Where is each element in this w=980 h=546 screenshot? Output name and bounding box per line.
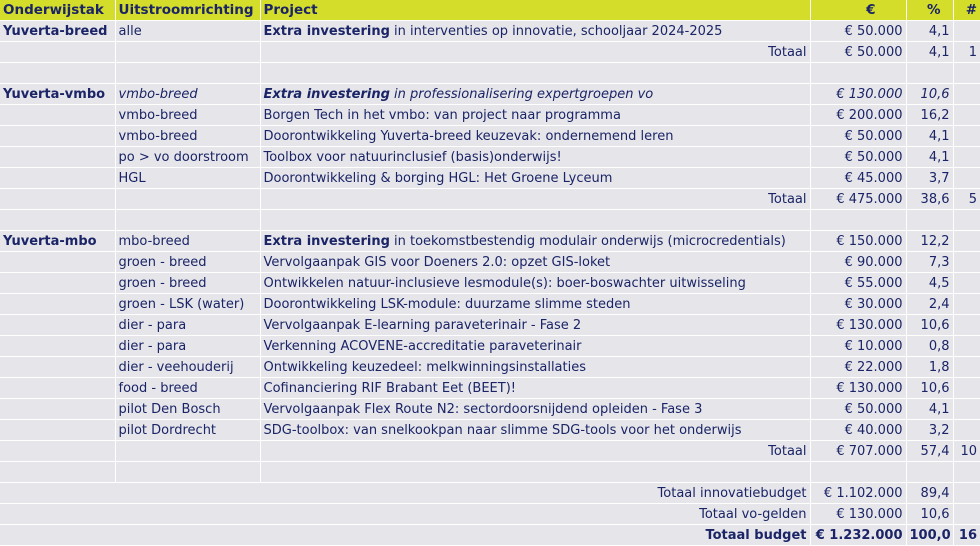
summary-label: Totaal innovatiebudget xyxy=(0,483,810,504)
count-cell xyxy=(953,147,980,168)
count-cell xyxy=(953,420,980,441)
section-total-row xyxy=(0,42,980,63)
count-cell xyxy=(953,231,980,252)
project-text: Verkenning ACOVENE-accreditatie paraveterinair xyxy=(263,338,582,354)
uitstroomrichting-cell: groen - breed xyxy=(115,273,260,294)
project-text: Doorontwikkeling Yuverta-breed keuzevak: ondernemend leren xyxy=(263,128,674,144)
count-cell xyxy=(953,252,980,273)
uitstroomrichting-cell: vmbo-breed xyxy=(115,126,260,147)
uitstroomrichting-cell: HGL xyxy=(115,168,260,189)
table-row xyxy=(0,231,980,252)
table-row xyxy=(0,357,980,378)
onderwijstak-cell xyxy=(0,273,115,294)
empty-cell xyxy=(810,210,906,231)
total-percent: 4,1 xyxy=(906,42,953,63)
count-cell xyxy=(953,357,980,378)
amount-cell: € 50.000 xyxy=(810,21,906,42)
onderwijstak-cell xyxy=(0,105,115,126)
amount-cell: € 50.000 xyxy=(810,147,906,168)
percent-cell: 4,5 xyxy=(906,273,953,294)
amount-cell: € 40.000 xyxy=(810,420,906,441)
count-cell xyxy=(953,84,980,105)
percent-cell: 0,8 xyxy=(906,336,953,357)
uitstroomrichting-cell: dier - para xyxy=(115,336,260,357)
amount-cell: € 130.000 xyxy=(810,378,906,399)
count-cell xyxy=(953,399,980,420)
empty-cell xyxy=(0,42,115,63)
percent-cell: 7,3 xyxy=(906,252,953,273)
section-total-row xyxy=(0,189,980,210)
project-cell xyxy=(260,105,810,126)
header-count: # xyxy=(953,0,980,21)
project-text: Ontwikkeling keuzedeel: melkwinningsinstallaties xyxy=(263,359,587,375)
project-highlight: Extra investering xyxy=(263,23,390,39)
onderwijstak-cell xyxy=(0,252,115,273)
project-text: Ontwikkelen natuur-inclusieve lesmodule(s): boer-boswachter uitwisseling xyxy=(263,275,746,291)
empty-cell xyxy=(260,210,810,231)
empty-cell xyxy=(0,63,115,84)
total-label: Totaal xyxy=(260,189,810,210)
empty-cell xyxy=(115,42,260,63)
onderwijstak-cell: Yuverta-breed xyxy=(0,21,115,42)
empty-cell xyxy=(0,441,115,462)
empty-cell xyxy=(115,441,260,462)
table-row xyxy=(0,84,980,105)
empty-cell xyxy=(0,189,115,210)
uitstroomrichting-cell: food - breed xyxy=(115,378,260,399)
project-text: in professionalisering expertgroepen vo xyxy=(389,86,654,102)
total-percent: 57,4 xyxy=(906,441,953,462)
table-row xyxy=(0,420,980,441)
count-cell xyxy=(953,336,980,357)
total-count: 1 xyxy=(953,42,980,63)
amount-cell: € 130.000 xyxy=(810,84,906,105)
summary-row xyxy=(0,504,980,525)
table-row xyxy=(0,336,980,357)
total-amount: € 50.000 xyxy=(810,42,906,63)
empty-cell xyxy=(115,462,260,483)
project-text: Doorontwikkeling LSK-module: duurzame slimme steden xyxy=(263,296,631,312)
onderwijstak-cell xyxy=(0,420,115,441)
percent-cell: 4,1 xyxy=(906,21,953,42)
project-text: Vervolgaanpak E-learning paraveterinair - Fase 2 xyxy=(263,317,582,333)
uitstroomrichting-cell: dier - veehouderij xyxy=(115,357,260,378)
percent-cell: 3,7 xyxy=(906,168,953,189)
section-total-row xyxy=(0,441,980,462)
onderwijstak-cell: Yuverta-vmbo xyxy=(0,84,115,105)
percent-cell: 3,2 xyxy=(906,420,953,441)
project-highlight: Extra investering xyxy=(263,233,390,249)
empty-cell xyxy=(906,462,953,483)
summary-label: Totaal vo-gelden xyxy=(0,504,810,525)
total-count: 5 xyxy=(953,189,980,210)
uitstroomrichting-cell: groen - LSK (water) xyxy=(115,294,260,315)
amount-cell: € 55.000 xyxy=(810,273,906,294)
empty-cell xyxy=(810,63,906,84)
project-cell xyxy=(260,231,810,252)
project-text: SDG-toolbox: van snelkookpan naar slimme SDG-tools voor het onderwijs xyxy=(263,422,742,438)
uitstroomrichting-cell: groen - breed xyxy=(115,252,260,273)
amount-cell: € 90.000 xyxy=(810,252,906,273)
uitstroomrichting-cell: vmbo-breed xyxy=(115,84,260,105)
empty-cell xyxy=(260,462,810,483)
spacer-row xyxy=(0,462,980,483)
empty-cell xyxy=(115,63,260,84)
total-count: 10 xyxy=(953,441,980,462)
amount-cell: € 50.000 xyxy=(810,399,906,420)
header-percent: % xyxy=(906,0,953,21)
percent-cell: 12,2 xyxy=(906,231,953,252)
percent-cell: 4,1 xyxy=(906,126,953,147)
onderwijstak-cell xyxy=(0,315,115,336)
project-text: Borgen Tech in het vmbo: van project naar programma xyxy=(263,107,621,123)
project-text: Toolbox voor natuurinclusief (basis)onderwijs! xyxy=(263,149,562,165)
summary-count xyxy=(953,504,980,525)
project-text: Cofinanciering RIF Brabant Eet (BEET)! xyxy=(263,380,516,396)
table-row xyxy=(0,21,980,42)
empty-cell xyxy=(810,462,906,483)
onderwijstak-cell xyxy=(0,378,115,399)
total-label: Totaal xyxy=(260,42,810,63)
amount-cell: € 45.000 xyxy=(810,168,906,189)
amount-cell: € 130.000 xyxy=(810,315,906,336)
percent-cell: 4,1 xyxy=(906,399,953,420)
amount-cell: € 200.000 xyxy=(810,105,906,126)
onderwijstak-cell xyxy=(0,357,115,378)
table-row xyxy=(0,147,980,168)
project-cell xyxy=(260,357,810,378)
uitstroomrichting-cell: mbo-breed xyxy=(115,231,260,252)
project-text: in interventies op innovatie, schooljaar 2024-2025 xyxy=(389,23,723,39)
project-cell xyxy=(260,420,810,441)
table-row xyxy=(0,105,980,126)
amount-cell: € 150.000 xyxy=(810,231,906,252)
total-percent: 38,6 xyxy=(906,189,953,210)
empty-cell xyxy=(953,462,980,483)
project-cell xyxy=(260,126,810,147)
project-cell xyxy=(260,315,810,336)
empty-cell xyxy=(953,210,980,231)
table-row xyxy=(0,273,980,294)
project-cell xyxy=(260,378,810,399)
percent-cell: 4,1 xyxy=(906,147,953,168)
summary-amount: € 1.232.000 xyxy=(810,525,906,546)
percent-cell: 2,4 xyxy=(906,294,953,315)
project-highlight: Extra investering xyxy=(263,86,390,102)
header-onderwijstak: Onderwijstak xyxy=(0,0,115,21)
summary-percent: 10,6 xyxy=(906,504,953,525)
table-row xyxy=(0,399,980,420)
project-text: Vervolgaanpak Flex Route N2: sectordoorsnijdend opleiden - Fase 3 xyxy=(263,401,703,417)
empty-cell xyxy=(0,462,115,483)
count-cell xyxy=(953,378,980,399)
percent-cell: 16,2 xyxy=(906,105,953,126)
project-cell xyxy=(260,336,810,357)
onderwijstak-cell xyxy=(0,399,115,420)
count-cell xyxy=(953,315,980,336)
project-cell xyxy=(260,294,810,315)
project-text: Doorontwikkeling & borging HGL: Het Groene Lyceum xyxy=(263,170,613,186)
uitstroomrichting-cell: pilot Dordrecht xyxy=(115,420,260,441)
percent-cell: 1,8 xyxy=(906,357,953,378)
count-cell xyxy=(953,294,980,315)
onderwijstak-cell xyxy=(0,147,115,168)
count-cell xyxy=(953,168,980,189)
uitstroomrichting-cell: vmbo-breed xyxy=(115,105,260,126)
summary-percent: 100,0 xyxy=(906,525,953,546)
table-row xyxy=(0,378,980,399)
empty-cell xyxy=(906,210,953,231)
spacer-row xyxy=(0,63,980,84)
spacer-row xyxy=(0,210,980,231)
total-amount: € 707.000 xyxy=(810,441,906,462)
empty-cell xyxy=(260,63,810,84)
count-cell xyxy=(953,21,980,42)
total-label: Totaal xyxy=(260,441,810,462)
count-cell xyxy=(953,273,980,294)
header-project: Project xyxy=(260,0,810,21)
summary-amount: € 130.000 xyxy=(810,504,906,525)
onderwijstak-cell: Yuverta-mbo xyxy=(0,231,115,252)
header-uitstroomrichting: Uitstroomrichting xyxy=(115,0,260,21)
project-cell xyxy=(260,147,810,168)
uitstroomrichting-cell: pilot Den Bosch xyxy=(115,399,260,420)
project-cell xyxy=(260,399,810,420)
count-cell xyxy=(953,126,980,147)
uitstroomrichting-cell: alle xyxy=(115,21,260,42)
percent-cell: 10,6 xyxy=(906,315,953,336)
summary-percent: 89,4 xyxy=(906,483,953,504)
table-row xyxy=(0,294,980,315)
amount-cell: € 10.000 xyxy=(810,336,906,357)
project-cell xyxy=(260,168,810,189)
amount-cell: € 50.000 xyxy=(810,126,906,147)
project-text: Vervolgaanpak GIS voor Doeners 2.0: opzet GIS-loket xyxy=(263,254,611,270)
summary-row xyxy=(0,525,980,546)
summary-count: 16 xyxy=(953,525,980,546)
total-amount: € 475.000 xyxy=(810,189,906,210)
count-cell xyxy=(953,105,980,126)
header-euro: € xyxy=(810,0,906,21)
onderwijstak-cell xyxy=(0,168,115,189)
project-cell xyxy=(260,252,810,273)
empty-cell xyxy=(906,63,953,84)
onderwijstak-cell xyxy=(0,336,115,357)
empty-cell xyxy=(115,210,260,231)
table-row xyxy=(0,126,980,147)
table-row xyxy=(0,315,980,336)
project-text: in toekomstbestendig modulair onderwijs (microcredentials) xyxy=(389,233,786,249)
onderwijstak-cell xyxy=(0,294,115,315)
empty-cell xyxy=(115,189,260,210)
summary-amount: € 1.102.000 xyxy=(810,483,906,504)
amount-cell: € 30.000 xyxy=(810,294,906,315)
empty-cell xyxy=(0,210,115,231)
empty-cell xyxy=(953,63,980,84)
summary-count xyxy=(953,483,980,504)
project-cell xyxy=(260,273,810,294)
uitstroomrichting-cell: po > vo doorstroom xyxy=(115,147,260,168)
summary-row xyxy=(0,483,980,504)
project-cell xyxy=(260,84,810,105)
onderwijstak-cell xyxy=(0,126,115,147)
percent-cell: 10,6 xyxy=(906,84,953,105)
amount-cell: € 22.000 xyxy=(810,357,906,378)
summary-label: Totaal budget xyxy=(0,525,810,546)
uitstroomrichting-cell: dier - para xyxy=(115,315,260,336)
table-row xyxy=(0,252,980,273)
project-cell xyxy=(260,21,810,42)
table-row xyxy=(0,168,980,189)
header-row xyxy=(0,0,980,21)
percent-cell: 10,6 xyxy=(906,378,953,399)
